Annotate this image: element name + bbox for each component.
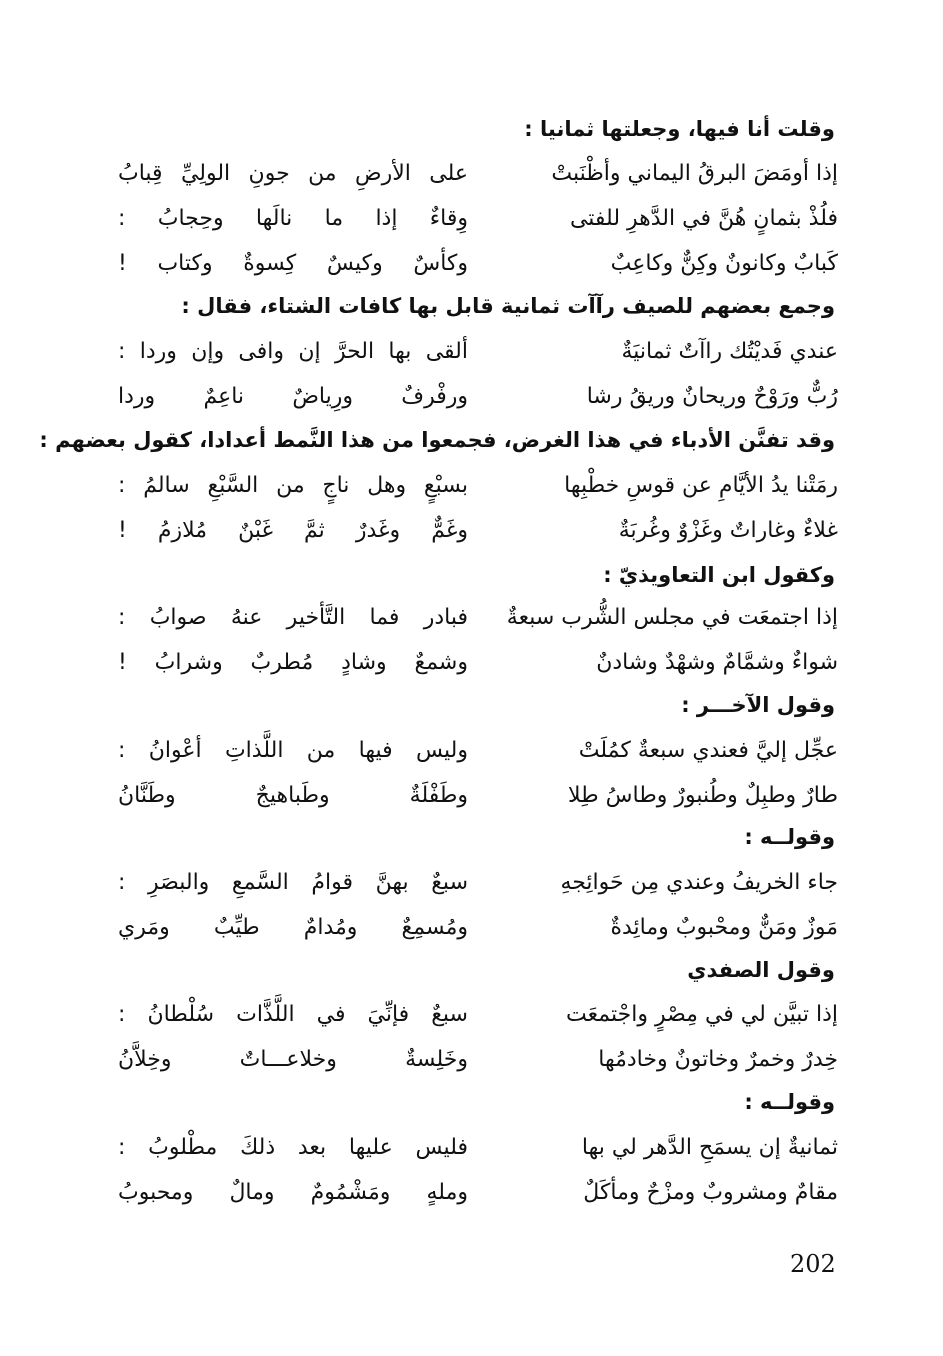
- verse-second-hemistich: فبادر فما التَّأخير عنهُ صوابُ :: [118, 605, 468, 630]
- verse-second-hemistich: وطَفْلَةٌ وطَباهيجٌ وطَنَّانُ: [118, 783, 468, 808]
- verse-first-hemistich: ثمانيةٌ إن يسمَحِ الدَّهر لي بها: [581, 1135, 838, 1160]
- verse-line: [108, 778, 838, 814]
- verse-second-hemistich: وملهٍ ومَشْمُومٌ ومالٌ ومحبوبُ: [118, 1180, 468, 1205]
- verse-first-hemistich: كَبابٌ وكانونٌ وكِنٌّ وكاعِبٌ: [610, 251, 838, 276]
- verse-first-hemistich: رمَتْنا يدُ الأيَّامِ عن قوسِ خطْبِها: [564, 473, 838, 498]
- verse-second-hemistich: ومُسمِعٌ ومُدامٌ طيِّبٌ ومَري: [118, 915, 468, 940]
- verse-line: [108, 600, 838, 636]
- verse-line: [108, 334, 838, 370]
- prose-line: وجمع بعضهم للصيف رآآت ثمانية قابل بها كافات الشتاء، فقال :: [181, 294, 835, 318]
- verse-line: [108, 156, 838, 192]
- verse-line: [108, 201, 838, 237]
- verse-first-hemistich: مقامٌ ومشروبٌ ومزْحٌ ومأكَلٌ: [583, 1180, 838, 1205]
- verse-second-hemistich: ورفْرفٌ ورِياضٌ ناعِمٌ وردا: [118, 384, 468, 409]
- prose-line: وقول الآخـــر :: [681, 693, 835, 717]
- verse-first-hemistich: مَوزٌ ومَنٌّ ومحْبوبٌ ومائِدةٌ: [610, 915, 838, 940]
- verse-line: [108, 468, 838, 504]
- verse-second-hemistich: وخَلِسةٌ وخلاعـــاتٌ وخِلاَّنُ: [118, 1047, 468, 1072]
- verse-line: [108, 733, 838, 769]
- verse-second-hemistich: وغَمٌّ وغَدرٌ ثمَّ غَبْنٌ مُلازمُ !: [118, 518, 468, 543]
- verse-line: [108, 1130, 838, 1166]
- verse-line: [108, 379, 838, 415]
- verse-line: [108, 1042, 838, 1078]
- verse-second-hemistich: وكأسٌ وكيسٌ كِسوةٌ وكتاب !: [118, 251, 468, 276]
- verse-second-hemistich: وليس فيها من اللَّذاتِ أعْوانُ :: [118, 738, 468, 763]
- verse-first-hemistich: رُبٌّ ورَوْحٌ وريحانٌ وريقُ رشا: [586, 384, 838, 409]
- verse-first-hemistich: عندي فَديْتُك راآتٌ ثمانيَةٌ: [621, 339, 838, 364]
- verse-first-hemistich: إذا أومَضَ البرقُ اليماني وأظْنَبتْ: [551, 161, 838, 186]
- verse-first-hemistich: شواءٌ وشمَّامٌ وشهْدٌ وشادنٌ: [596, 650, 838, 675]
- prose-line: وكقول ابن التعاويذيّ :: [603, 563, 835, 587]
- verse-second-hemistich: وشمعٌ وشادٍ مُطربٌ وشرابُ !: [118, 650, 468, 675]
- verse-second-hemistich: سبعٌ فإنِّيَ في اللَّذَّات سُلْطانُ :: [118, 1002, 468, 1027]
- verse-line: [108, 997, 838, 1033]
- prose-line: وقلت أنا فيها، وجعلتها ثمانيا :: [524, 117, 835, 141]
- verse-second-hemistich: سبعٌ بهنَّ قوامُ السَّمعِ والبصَرِ :: [118, 870, 468, 895]
- verse-second-hemistich: على الأرضِ من جونِ الولِيِّ قِبابُ: [118, 161, 468, 186]
- verse-second-hemistich: وِقاءٌ إذا ما نالَها وحِجابُ :: [118, 206, 468, 231]
- prose-line: وقولــه :: [744, 825, 835, 849]
- verse-line: [108, 910, 838, 946]
- verse-second-hemistich: فليس عليها بعد ذلكَ مطْلوبُ :: [118, 1135, 468, 1160]
- prose-line: وقد تفنَّن الأدباء في هذا الغرض، فجمعوا من هذا النَّمط أعدادا، كقول بعضهم :: [39, 428, 835, 452]
- verse-first-hemistich: فلُذْ بثمانٍ هُنَّ في الدَّهرِ للفتى: [569, 206, 838, 231]
- verse-second-hemistich: بسبْعٍ وهل ناجٍ من السَّبْعِ سالمُ :: [118, 473, 468, 498]
- verse-first-hemistich: خِدرٌ وخمرٌ وخاتونٌ وخادمُها: [598, 1047, 838, 1072]
- verse-first-hemistich: عجِّل إليَّ فعندي سبعةٌ كمُلَتْ: [578, 738, 838, 763]
- verse-line: [108, 513, 838, 549]
- page-number: 202: [790, 1250, 836, 1278]
- prose-line: وقولــه :: [744, 1090, 835, 1114]
- verse-first-hemistich: إذا اجتمعَت في مجلس الشُّرب سبعةٌ: [506, 605, 838, 630]
- verse-line: [108, 865, 838, 901]
- verse-line: [108, 1175, 838, 1211]
- verse-line: [108, 246, 838, 282]
- verse-first-hemistich: غلاءٌ وغاراتٌ وغَزْوٌ وغُربَةٌ: [618, 518, 838, 543]
- verse-first-hemistich: جاء الخريفُ وعندي مِن حَوائِجهِ: [560, 870, 838, 895]
- verse-line: [108, 645, 838, 681]
- verse-first-hemistich: إذا تبيَّن لي في مِصْرٍ واجْتمعَت: [566, 1002, 838, 1027]
- prose-line: وقول الصفدي: [687, 958, 835, 982]
- verse-first-hemistich: طارٌ وطبِلٌ وطُنبورٌ وطاسُ طِلا: [568, 783, 838, 808]
- verse-second-hemistich: ألقى بها الحرَّ إن وافى وإن وردا :: [118, 339, 468, 364]
